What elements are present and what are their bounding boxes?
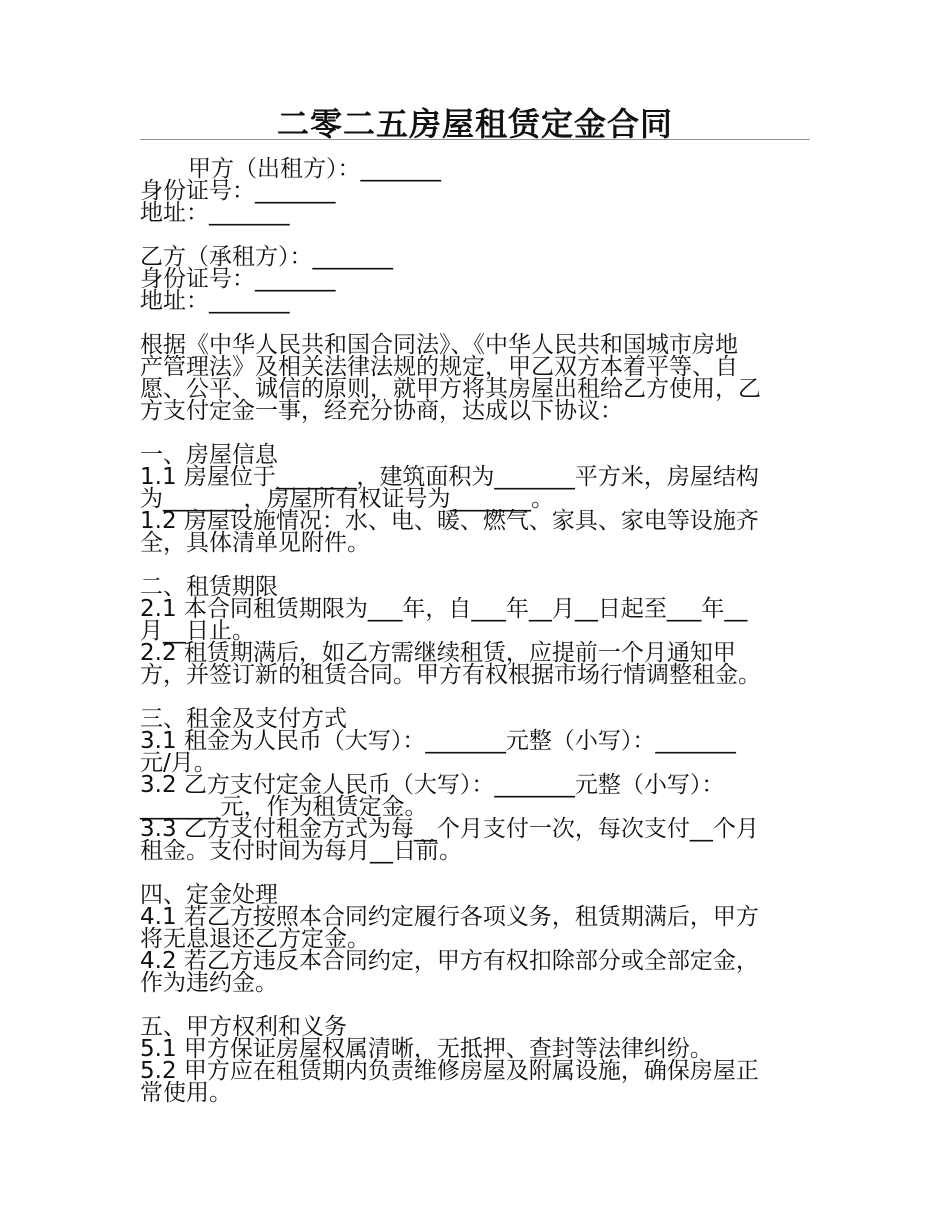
section-heading: 三、租金及支付方式 bbox=[140, 706, 347, 732]
clause-line: 租金。支付时间为每月__日前。 bbox=[140, 838, 462, 864]
clause-line: 将无息退还乙方定金。 bbox=[140, 926, 370, 952]
preamble-line: 方支付定金一事，经充分协商，达成以下协议： bbox=[140, 398, 623, 424]
clause-line: 1.2 房屋设施情况：水、电、暖、燃气、家具、家电等设施齐 bbox=[140, 508, 759, 534]
clause-line: 2.1 本合同租赁期限为___年，自___年__月__日起至___年__ bbox=[140, 596, 748, 622]
clause-line: 3.2 乙方支付定金人民币（大写）：_______元整（小写）： bbox=[140, 772, 725, 798]
clause-line: 全，具体清单见附件。 bbox=[140, 530, 370, 556]
clause-line: 5.1 甲方保证房屋权属清晰，无抵押、查封等法律纠纷。 bbox=[140, 1036, 713, 1062]
section-heading: 五、甲方权利和义务 bbox=[140, 1014, 347, 1040]
party-b-address: 地址：_______ bbox=[140, 288, 290, 314]
document-body bbox=[140, 158, 812, 1104]
title-underline bbox=[140, 139, 810, 140]
clause-line: 月__日止。 bbox=[140, 618, 255, 644]
party-a-label: 甲方（出租方）：_______ bbox=[188, 156, 441, 182]
party-b-label: 乙方（承租方）：_______ bbox=[140, 244, 393, 270]
clause-line: 3.1 租金为人民币（大写）：_______元整（小写）：_______ bbox=[140, 728, 736, 754]
clause-line: _______元，作为租赁定金。 bbox=[140, 794, 428, 820]
preamble-line: 根据《中华人民共和国合同法》、《中华人民共和国城市房地 bbox=[140, 332, 738, 358]
clause-line: 作为违约金。 bbox=[140, 970, 278, 996]
clause-line: 元/月。 bbox=[140, 750, 217, 776]
clause-line: 2.2 租赁期满后，如乙方需继续租赁，应提前一个月通知甲 bbox=[140, 640, 736, 666]
clause-line: 4.1 若乙方按照本合同约定履行各项义务，租赁期满后，甲方 bbox=[140, 904, 759, 930]
clause-line: 3.3 乙方支付租金方式为每__个月支付一次，每次支付__个月 bbox=[140, 816, 759, 842]
preamble-line: 产管理法》及相关法律法规的规定，甲乙双方本着平等、自 bbox=[140, 354, 738, 380]
party-b-id: 身份证号：_______ bbox=[140, 266, 336, 292]
section-deposit bbox=[140, 884, 812, 994]
section-party-a-rights bbox=[140, 1016, 812, 1104]
clause-line: 常使用。 bbox=[140, 1080, 232, 1106]
section-rent-payment bbox=[140, 708, 812, 862]
section-heading: 二、租赁期限 bbox=[140, 574, 278, 600]
clause-line: 1.1 房屋位于_______，建筑面积为_______平方米，房屋结构 bbox=[140, 464, 759, 490]
document-title: 二零二五房屋租赁定金合同 bbox=[276, 105, 673, 143]
preamble-paragraph bbox=[140, 334, 812, 422]
preamble-line: 愿、公平、诚信的原则，就甲方将其房屋出租给乙方使用，乙 bbox=[140, 376, 761, 402]
clause-line: 为_______，房屋所有权证号为_______。 bbox=[140, 486, 554, 512]
party-a-id: 身份证号：_______ bbox=[140, 178, 336, 204]
section-lease-term bbox=[140, 576, 812, 686]
section-house-info bbox=[140, 444, 812, 554]
party-a-address: 地址：_______ bbox=[140, 200, 290, 226]
clause-line: 4.2 若乙方违反本合同约定，甲方有权扣除部分或全部定金， bbox=[140, 948, 759, 974]
clause-line: 方，并签订新的租赁合同。甲方有权根据市场行情调整租金。 bbox=[140, 662, 761, 688]
section-heading: 四、定金处理 bbox=[140, 882, 278, 908]
clause-line: 5.2 甲方应在租赁期内负责维修房屋及附属设施，确保房屋正 bbox=[140, 1058, 759, 1084]
section-heading: 一、房屋信息 bbox=[140, 442, 278, 468]
